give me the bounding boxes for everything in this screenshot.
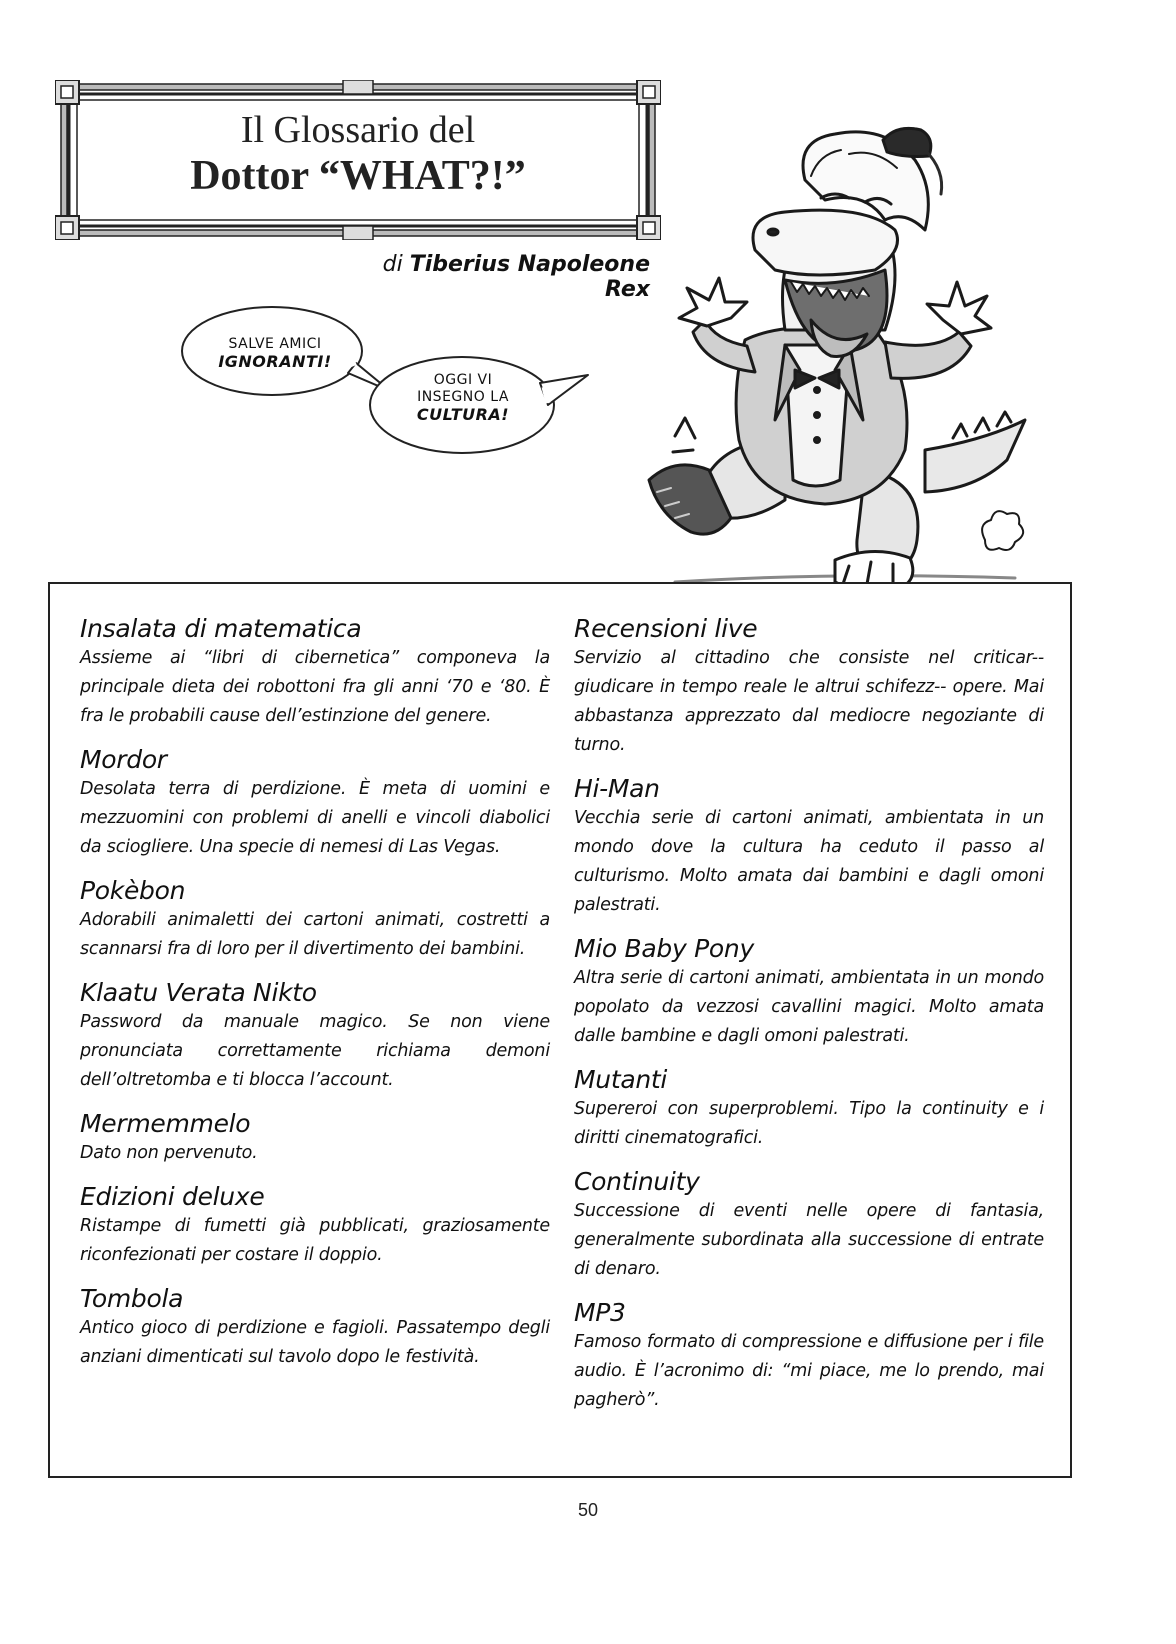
glossary-definition: Famoso formato di compressione e diffusione per i file audio. È l’acronimo di: “mi piace, me lo prendo, mai pagherò”.	[574, 1332, 1044, 1410]
page-title	[55, 108, 661, 200]
glossary-definition: Successione di eventi nelle opere di fantasia, generalmente subordinata alla successione di entrate di denaro.	[574, 1201, 1044, 1279]
byline-author: Tiberius Napoleone Rex	[409, 252, 650, 302]
glossary-definition: Vecchia serie di cartoni animati, ambientata in un mondo dove la cultura ha ceduto il passo al culturismo. Molto amata dai bambini e dagli omoni palestrati.	[574, 808, 1044, 915]
glossary-term: Mordor	[80, 745, 167, 774]
glossary-term: Insalata di matematica	[80, 614, 362, 643]
glossary-term: Continuity	[574, 1167, 700, 1196]
glossary-entry	[574, 1167, 1044, 1284]
glossary-term: Tombola	[80, 1284, 184, 1313]
glossary-definition: Antico gioco di perdizione e fagioli. Passatempo degli anziani dimenticati sul tavolo dopo le festività.	[80, 1318, 550, 1367]
glossary-column-left	[80, 614, 550, 1386]
glossary-entry	[574, 614, 1044, 760]
glossary-definition: Password da manuale magico. Se non viene pronunciata correttamente richiama demoni dell’oltretomba e ti blocca l’account.	[80, 1012, 550, 1090]
title-line-1: Il Glossario del	[240, 109, 476, 151]
dinosaur-illustration	[635, 120, 1055, 610]
glossary-term: Mutanti	[574, 1065, 668, 1094]
bubble-2-line-1: OGGI VI	[433, 372, 493, 388]
glossary-definition: Supereroi con superproblemi. Tipo la continuity e i diritti cinematografici.	[574, 1099, 1044, 1148]
glossary-definition: Ristampe di fumetti già pubblicati, graziosamente riconfezionati per costare il doppio.	[80, 1216, 550, 1265]
glossary-entry	[80, 614, 550, 731]
glossary-term: Klaatu Verata Nikto	[80, 978, 317, 1007]
bubble-2-line-2: INSEGNO LA	[417, 389, 509, 405]
bubble-1-line-1: SALVE AMICI	[228, 336, 322, 352]
glossary-entry	[80, 1182, 550, 1270]
title-plaque	[55, 80, 661, 240]
glossary-term: MP3	[574, 1298, 626, 1327]
glossary-entry	[574, 774, 1044, 920]
glossary-entry	[80, 1109, 550, 1168]
glossary-definition: Adorabili animaletti dei cartoni animati, costretti a scannarsi fra di loro per il divertimento dei bambini.	[80, 910, 550, 959]
glossary-entry	[574, 1298, 1044, 1415]
glossary-definition: Desolata terra di perdizione. È meta di uomini e mezzuomini con problemi di anelli e vincoli diabolici da sciogliere. Una specie di nemesi di Las Vegas.	[80, 779, 550, 857]
glossary-column-right	[574, 614, 1044, 1429]
byline-prefix: di	[382, 252, 403, 277]
speech-bubble-1	[200, 336, 350, 370]
glossary-definition: Assieme ai “libri di cibernetica” componeva la principale dieta dei robottoni fra gli anni ‘70 e ‘80. È fra le probabili cause dell’estinzione del genere.	[80, 648, 550, 726]
byline	[340, 252, 650, 302]
glossary-box	[48, 582, 1072, 1478]
glossary-term: Mio Baby Pony	[574, 934, 754, 963]
bubble-2-line-3: CULTURA!	[416, 405, 510, 424]
glossary-term: Recensioni live	[574, 614, 758, 643]
glossary-entry	[574, 1065, 1044, 1153]
page-number: 50	[577, 1500, 599, 1520]
glossary-definition: Servizio al cittadino che consiste nel criticar-- giudicare in tempo reale le altrui schifezz-- opere. Mai abbastanza apprezzato dal mediocre negoziante di turno.	[574, 648, 1044, 755]
glossary-term: Edizioni deluxe	[80, 1182, 265, 1211]
glossary-term: Pokèbon	[80, 876, 186, 905]
glossary-term: Hi-Man	[574, 774, 660, 803]
glossary-definition: Altra serie di cartoni animati, ambientata in un mondo popolato da vezzosi cavallini magici. Molto amata dalle bambine e dagli omoni palestrati.	[574, 968, 1044, 1046]
glossary-entry	[80, 745, 550, 862]
glossary-entry	[574, 934, 1044, 1051]
glossary-definition: Dato non pervenuto.	[80, 1143, 258, 1163]
bubble-1-line-2: IGNORANTI!	[218, 352, 332, 371]
glossary-term: Mermemmelo	[80, 1109, 251, 1138]
glossary-entry	[80, 978, 550, 1095]
title-line-2: Dottor “WHAT?!”	[190, 153, 526, 199]
glossary-entry	[80, 876, 550, 964]
glossary-entry	[80, 1284, 550, 1372]
speech-bubble-2	[388, 372, 538, 423]
